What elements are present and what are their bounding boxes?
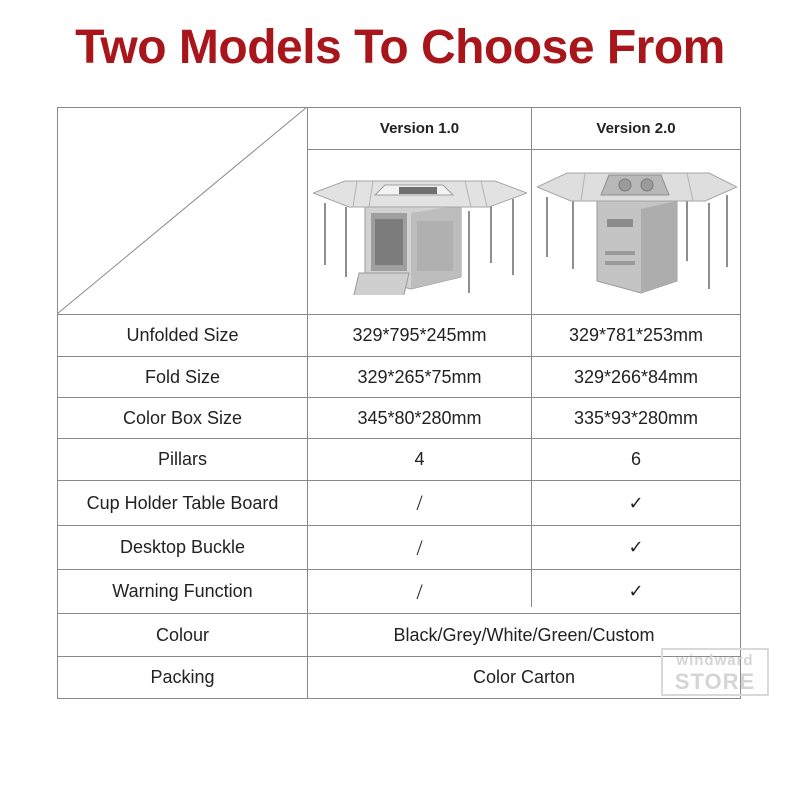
watermark-line-2: STORE	[674, 669, 756, 694]
row-label: Pillars	[157, 449, 207, 469]
table-border-right	[740, 107, 741, 699]
row-value-version-2: ✓	[628, 537, 644, 558]
store-watermark	[661, 648, 769, 696]
row-value-version-1: 4	[414, 449, 425, 469]
row-value-version-2: 335*93*280mm	[573, 407, 699, 428]
watermark-line-1: windward	[676, 652, 754, 669]
row-value-version-2: ✓	[628, 492, 644, 514]
column-header-version-1: Version 1.0	[379, 119, 460, 137]
row-value-version-2: 6	[630, 449, 641, 469]
row-value-version-1: 345*80*280mm	[357, 407, 482, 428]
row-label-packing: Packing	[150, 667, 215, 687]
row-value-version-1: 329*795*245mm	[352, 325, 487, 345]
row-value-version-2: ✓	[628, 581, 644, 602]
comparison-table	[57, 107, 741, 699]
row-label: Fold Size	[144, 366, 221, 387]
row-value-version-1: /	[416, 534, 423, 560]
page-title: Two Models To Choose From	[75, 21, 725, 74]
row-value-version-2: 329*781*253mm	[568, 325, 704, 345]
folding-camp-table-v1-image	[313, 165, 527, 295]
header-divider	[307, 149, 741, 150]
row-label: Cup Holder Table Board	[86, 492, 279, 513]
row-value-version-1: /	[416, 578, 423, 604]
folding-camp-table-v2-image	[537, 165, 737, 301]
row-label-colour: Colour	[155, 624, 210, 645]
row-value-version-2: 329*266*84mm	[573, 366, 699, 387]
row-label: Warning Function	[112, 581, 253, 601]
row-label: Desktop Buckle	[119, 537, 246, 557]
column-header-version-2: Version 2.0	[596, 119, 676, 137]
row-value-colour: Black/Grey/White/Green/Custom	[393, 624, 655, 645]
row-value-version-1: /	[416, 490, 423, 515]
row-value-packing: Color Carton	[472, 667, 576, 687]
table-border-bottom	[57, 698, 741, 699]
diagonal-corner-line	[57, 107, 308, 315]
row-value-version-1: 329*265*75mm	[357, 366, 482, 387]
row-label: Unfolded Size	[126, 325, 239, 345]
row-label: Color Box Size	[122, 407, 243, 428]
